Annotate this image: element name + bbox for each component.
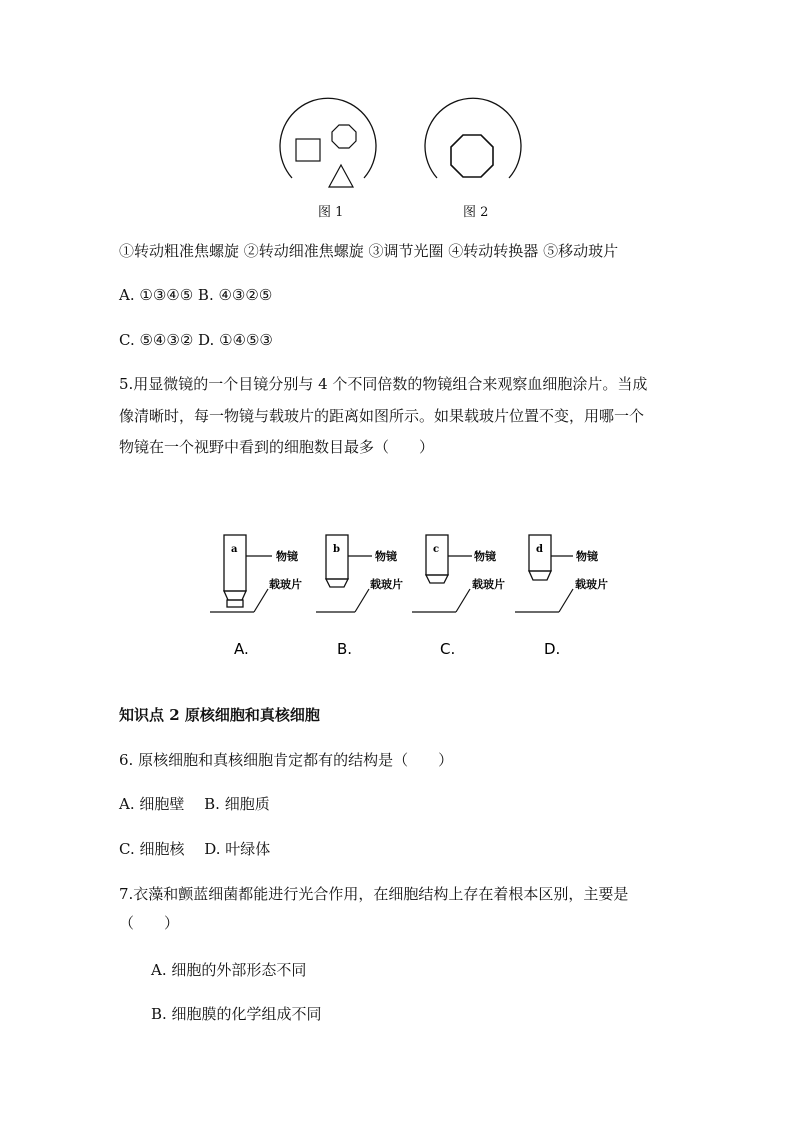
- diagram-option-c: C.: [440, 640, 456, 658]
- q4-steps: ①转动粗准焦螺旋 ②转动细准焦螺旋 ③调节光圈 ④转动转换器 ⑤移动玻片: [119, 242, 619, 260]
- q5-stem-line-3: 物镜在一个视野中看到的细胞数目最多（ ）: [119, 438, 435, 456]
- diagram-option-d: D.: [544, 640, 561, 658]
- figure-2-caption: 图 2: [463, 205, 489, 220]
- slide-label-a: 载玻片: [269, 578, 302, 591]
- objective-letter-a: a: [231, 544, 238, 555]
- q5-stem-line-2: 像清晰时，每一物镜与载玻片的距离如图所示。如果载玻片位置不变，用哪一个: [119, 407, 645, 425]
- objective-letter-c: c: [433, 544, 440, 555]
- objective-label-b: 物镜: [375, 550, 397, 563]
- objective-c: [412, 535, 505, 612]
- figure-1-caption: 图 1: [318, 205, 344, 220]
- q5-stem-line-1: 5.用显微镜的一个目镜分别与 4 个不同倍数的物镜组合来观察血细胞涂片。当成: [119, 375, 648, 393]
- diagram-option-a: A.: [234, 640, 249, 658]
- q7-stem-line-1: 7.衣藻和颤蓝细菌都能进行光合作用，在细胞结构上存在着根本区别，主要是: [119, 885, 629, 903]
- slide-label-c: 载玻片: [472, 578, 505, 591]
- slide-label-b: 载玻片: [370, 578, 403, 591]
- objective-d: [515, 535, 608, 612]
- q4-option-cd: C. ⑤④③② D. ①④⑤③: [119, 331, 273, 349]
- section-heading: 知识点 2 原核细胞和真核细胞: [119, 706, 320, 724]
- q7-option-b: B. 细胞膜的化学组成不同: [151, 1005, 322, 1023]
- objective-label-a: 物镜: [276, 550, 298, 563]
- slide-label-d: 载玻片: [575, 578, 608, 591]
- q6-option-cd: C. 细胞核 D. 叶绿体: [119, 840, 271, 858]
- q4-option-ab: A. ①③④⑤ B. ④③②⑤: [119, 286, 273, 304]
- objective-label-d: 物镜: [576, 550, 598, 563]
- objective-letter-d: d: [536, 544, 543, 555]
- q7-option-a: A. 细胞的外部形态不同: [151, 961, 307, 979]
- objective-b: [316, 535, 403, 612]
- q7-stem-line-2: （ ）: [119, 914, 180, 932]
- objective-a: [210, 535, 302, 612]
- diagram-option-b: B.: [337, 640, 353, 658]
- q6-stem: 6. 原核细胞和真核细胞肯定都有的结构是（ ）: [119, 751, 454, 769]
- q6-option-ab: A. 细胞壁 B. 细胞质: [119, 795, 270, 813]
- objective-letter-b: b: [333, 544, 340, 555]
- objective-label-c: 物镜: [474, 550, 496, 563]
